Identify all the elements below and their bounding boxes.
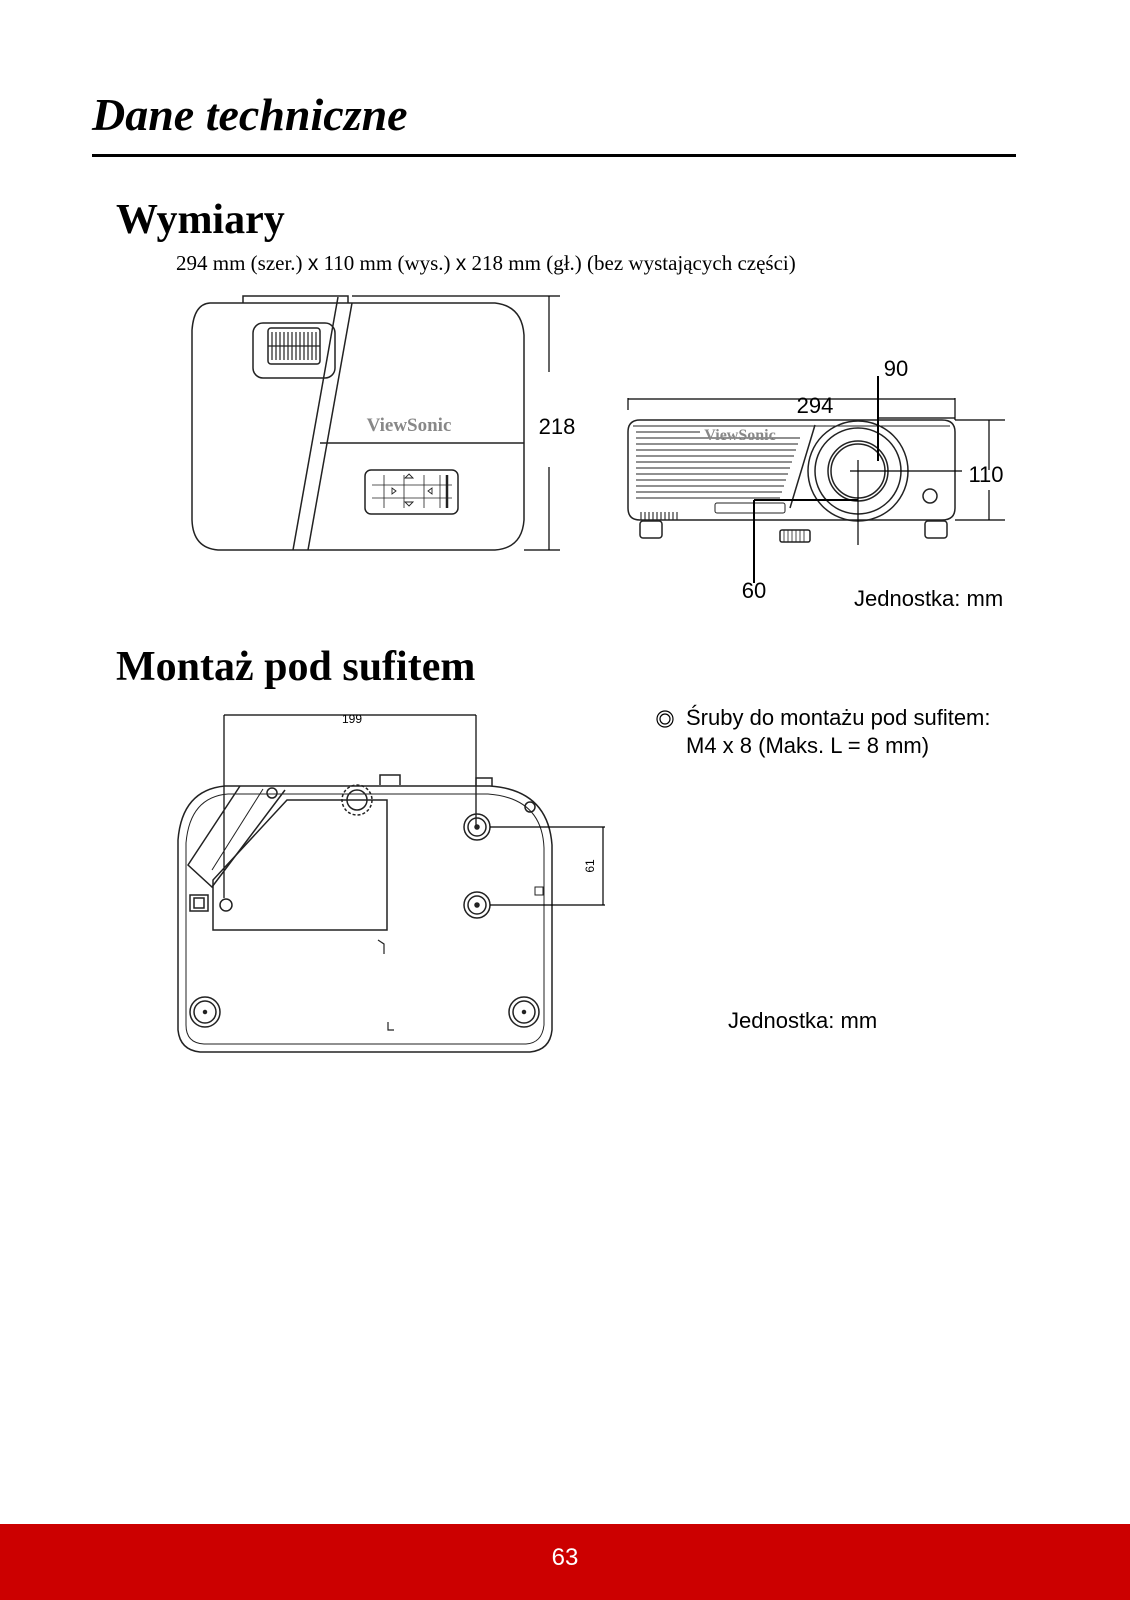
screw-note-line2: M4 x 8 (Maks. L = 8 mm) <box>686 733 930 758</box>
depth-label: 218 <box>538 414 576 439</box>
page-footer <box>0 1524 1130 1600</box>
brand-logo-front: ViewSonic <box>704 427 776 444</box>
section-title-ceiling-mount: Montaż pod sufitem <box>116 644 476 690</box>
height-label: 110 <box>968 462 1004 487</box>
page-title: Dane techniczne <box>92 89 408 140</box>
section-title-dimensions: Wymiary <box>116 197 285 243</box>
unit-label-ceiling: Jednostka: mm <box>728 1008 878 1033</box>
brand-logo-top: ViewSonic <box>366 415 452 436</box>
depth-text: 218 mm (gł.) (bez wystających części) <box>471 251 796 275</box>
projector-front-view <box>628 420 955 542</box>
lens-center-label: 60 <box>741 578 767 603</box>
mount-vertical-label: 61 <box>583 859 597 873</box>
separator: x <box>307 252 319 275</box>
height-text: 110 mm (wys.) <box>323 251 451 275</box>
screw-note-line1: Śruby do montażu pod sufitem: <box>686 705 991 730</box>
lens-offset-label: 90 <box>883 356 909 381</box>
projector-bottom-view <box>178 715 605 1052</box>
screw-note <box>658 704 991 760</box>
separator: x <box>455 252 467 275</box>
page-number: 63 <box>551 1544 579 1571</box>
mount-spacing-label: 199 <box>341 712 363 726</box>
unit-label-dimensions: Jednostka: mm <box>854 586 1004 611</box>
projector-top-view <box>192 296 524 550</box>
width-text: 294 mm (szer.) <box>176 251 303 275</box>
width-label: 294 <box>796 393 834 418</box>
screw-ring-icon <box>656 710 674 728</box>
